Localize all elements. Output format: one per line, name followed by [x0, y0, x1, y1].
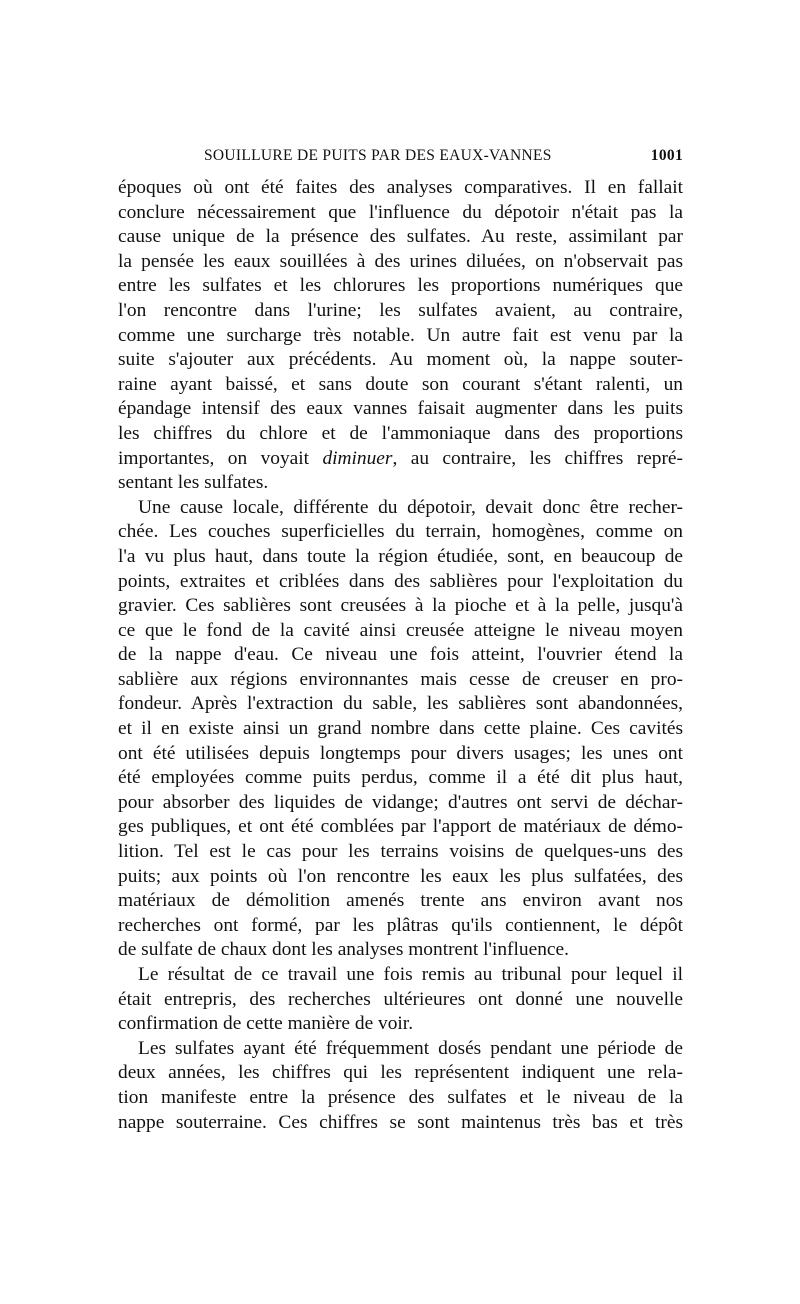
text-line-content: raine ayant baissé, et sans doute son courant s'étant ralenti, un [118, 373, 683, 395]
text-line [118, 889, 683, 914]
text-line [118, 1012, 683, 1037]
text-line-content: l'a vu plus haut, dans toute la région étudiée, sont, en beaucoup de [118, 545, 683, 567]
page-header [118, 147, 683, 169]
text-line [118, 717, 683, 742]
text-line [118, 447, 683, 472]
text-line [118, 1037, 683, 1062]
text-line-content: lition. Tel est le cas pour les terrains voisins de quelques-uns des [118, 841, 683, 863]
text-line [118, 176, 683, 201]
text-line-content: été employées comme puits perdus, comme il a été dit plus haut, [118, 767, 683, 789]
text-line-content: et il en existe ainsi un grand nombre dans cette plaine. Ces cavités [118, 718, 683, 740]
text-line [118, 496, 683, 521]
text-line-content: les chiffres du chlore et de l'ammoniaque dans des proportions [118, 422, 683, 444]
text-line [118, 1111, 683, 1136]
text-line-content: deux années, les chiffres qui les représentent indiquent une rela- [118, 1062, 683, 1084]
text-line [118, 668, 683, 693]
text-line-content: recherches ont formé, par les plâtras qu'ils contiennent, le dépôt [118, 914, 683, 936]
text-line-content: puits; aux points où l'on rencontre les eaux les plus sulfatées, des [118, 865, 683, 887]
text-line-content: sentant les sulfates. [118, 472, 269, 494]
text-line-continuation: , au contraire, les chiffres repré- [392, 447, 683, 469]
text-line [118, 865, 683, 890]
text-line [118, 988, 683, 1013]
text-line-content: la pensée les eaux souillées à des urines diluées, on n'observait pas [118, 250, 683, 272]
text-line [118, 619, 683, 644]
text-line [118, 422, 683, 447]
text-line-content: de sulfate de chaux dont les analyses montrent l'influence. [118, 939, 569, 961]
text-line [118, 840, 683, 865]
text-line-content: Une cause locale, différente du dépotoir, devait donc être recher- [138, 496, 683, 518]
text-line [118, 1086, 683, 1111]
text-line-content: points, extraites et criblées dans des sablières pour l'exploitation du [118, 570, 683, 592]
text-line-content: importantes, on voyait [118, 447, 323, 469]
text-line [118, 914, 683, 939]
text-line [118, 373, 683, 398]
text-line [118, 742, 683, 767]
text-line-content: matériaux de démolition amenés trente ans environ avant nos [118, 890, 683, 912]
text-line [118, 324, 683, 349]
text-line-content: suite s'ajouter aux précédents. Au moment où, la nappe souter- [118, 349, 683, 371]
text-line-content: comme une surcharge très notable. Un autre fait est venu par la [118, 324, 683, 346]
text-line [118, 594, 683, 619]
text-line [118, 692, 683, 717]
text-line [118, 520, 683, 545]
text-line-content: confirmation de cette manière de voir. [118, 1013, 414, 1035]
text-line-content: entre les sulfates et les chlorures les proportions numériques que [118, 275, 683, 297]
text-line [118, 791, 683, 816]
text-line [118, 766, 683, 791]
text-line [118, 274, 683, 299]
text-line-content: chée. Les couches superficielles du terrain, homogènes, comme on [118, 521, 683, 543]
text-line-content: tion manifeste entre la présence des sulfates et le niveau de la [118, 1086, 683, 1108]
page-number: 1001 [650, 147, 683, 164]
text-line [118, 815, 683, 840]
text-line-content: époques où ont été faites des analyses comparatives. Il en fallait [118, 177, 683, 198]
text-line [118, 545, 683, 570]
text-line [118, 963, 683, 988]
running-title: SOUILLURE DE PUITS PAR DES EAUX-VANNES [204, 147, 552, 164]
text-line-content: ce que le fond de la cavité ainsi creusée atteigne le niveau moyen [118, 619, 683, 641]
text-line [118, 471, 683, 496]
text-line-content: cause unique de la présence des sulfates. Au reste, assimilant par [118, 226, 683, 248]
text-line-content: ont été utilisées depuis longtemps pour divers usages; les unes ont [118, 742, 683, 764]
emphasis-text: diminuer [322, 447, 393, 469]
text-line-content: l'on rencontre dans l'urine; les sulfates avaient, au contraire, [118, 299, 683, 321]
text-line [118, 570, 683, 595]
text-line-content: gravier. Ces sablières sont creusées à la pioche et à la pelle, jusqu'à [118, 595, 683, 617]
text-line [118, 348, 683, 373]
text-line [118, 643, 683, 668]
text-line-content: de la nappe d'eau. Ce niveau une fois atteint, l'ouvrier étend la [118, 644, 683, 666]
text-line-content: conclure nécessairement que l'influence du dépotoir n'était pas la [118, 201, 683, 223]
text-line-content: Les sulfates ayant été fréquemment dosés pendant une période de [138, 1037, 683, 1059]
text-line [118, 397, 683, 422]
body-text [118, 176, 683, 1135]
text-line [118, 938, 683, 963]
text-line-content: ges publiques, et ont été comblées par l'apport de matériaux de démo- [118, 816, 683, 838]
text-line-content: Le résultat de ce travail une fois remis au tribunal pour lequel il [138, 964, 683, 985]
text-line-content: pour absorber des liquides de vidange; d'autres ont servi de déchar- [118, 791, 683, 813]
text-line [118, 201, 683, 226]
text-line [118, 1061, 683, 1086]
text-line-content: nappe souterraine. Ces chiffres se sont maintenus très bas et très [118, 1111, 683, 1133]
text-line-content: fondeur. Après l'extraction du sable, les sablières sont abandonnées, [118, 693, 683, 715]
text-line-content: sablière aux régions environnantes mais cesse de creuser en pro- [118, 668, 683, 690]
text-line [118, 250, 683, 275]
text-line-content: épandage intensif des eaux vannes faisait augmenter dans les puits [118, 398, 683, 420]
text-line-content: était entrepris, des recherches ultérieures ont donné une nouvelle [118, 988, 683, 1010]
text-line [118, 225, 683, 250]
text-line [118, 299, 683, 324]
